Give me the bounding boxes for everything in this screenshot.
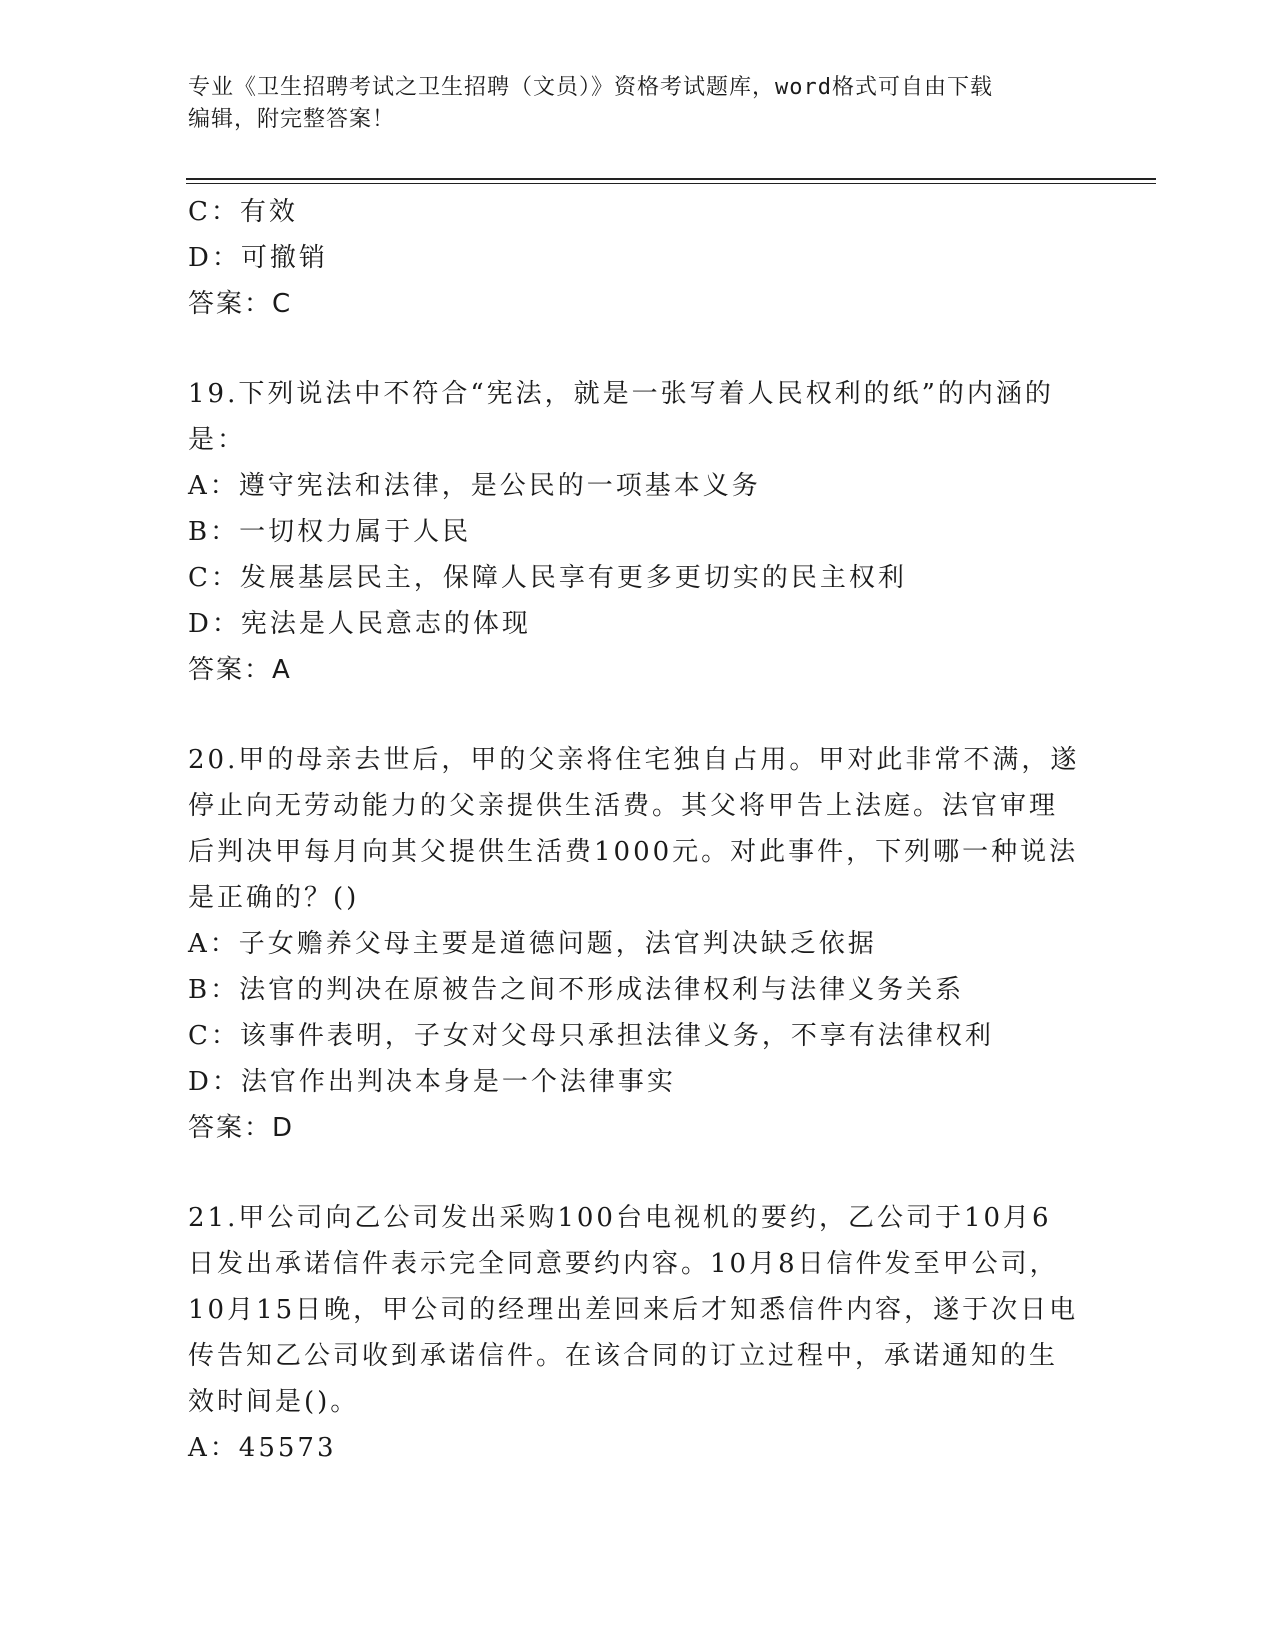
option-b: B：一切权力属于人民 xyxy=(188,517,472,547)
option-d: D：宪法是人民意志的体现 xyxy=(188,609,531,639)
option-d: D：法官作出判决本身是一个法律事实 xyxy=(188,1067,676,1097)
question-19 xyxy=(188,371,1088,693)
answer: 答案：A xyxy=(188,655,292,685)
header-line-1: 专业《卫生招聘考试之卫生招聘（文员）》资格考试题库，word格式可自由下载 xyxy=(188,75,993,100)
document-header xyxy=(188,72,1068,136)
option-c: C：该事件表明，子女对父母只承担法律义务，不享有法律权利 xyxy=(188,1021,994,1051)
question-18-tail xyxy=(188,189,1088,327)
header-line-2: 编辑，附完整答案！ xyxy=(188,107,396,132)
option-d: D：可撤销 xyxy=(188,243,328,273)
question-stem-line: 传告知乙公司收到承诺信件。在该合同的订立过程中，承诺通知的生 xyxy=(188,1341,1059,1371)
answer: 答案：C xyxy=(188,289,293,319)
question-stem-line: 21.甲公司向乙公司发出采购100台电视机的要约，乙公司于10月6 xyxy=(188,1203,1052,1233)
question-stem-line: 是： xyxy=(188,425,247,455)
option-c: C：发展基层民主，保障人民享有更多更切实的民主权利 xyxy=(188,563,907,593)
option-b: B：法官的判决在原被告之间不形成法律权利与法律义务关系 xyxy=(188,975,965,1005)
question-stem-line: 19.下列说法中不符合“宪法，就是一张写着人民权利的纸”的内涵的 xyxy=(188,379,1054,409)
question-stem-line: 是正确的？() xyxy=(188,883,360,913)
question-21 xyxy=(188,1195,1088,1471)
question-stem-line: 日发出承诺信件表示完全同意要约内容。10月8日信件发至甲公司， xyxy=(188,1249,1059,1279)
question-stem-line: 停止向无劳动能力的父亲提供生活费。其父将甲告上法庭。法官审理 xyxy=(188,791,1059,821)
header-divider-thin xyxy=(186,183,1156,184)
option-a: A：子女赡养父母主要是道德问题，法官判决缺乏依据 xyxy=(188,929,877,959)
question-stem-line: 效时间是()。 xyxy=(188,1387,360,1417)
question-20 xyxy=(188,737,1088,1151)
answer: 答案：D xyxy=(188,1113,295,1143)
question-stem-line: 10月15日晚，甲公司的经理出差回来后才知悉信件内容，遂于次日电 xyxy=(188,1295,1079,1325)
option-a: A：遵守宪法和法律，是公民的一项基本义务 xyxy=(188,471,761,501)
question-stem-line: 20.甲的母亲去世后，甲的父亲将住宅独自占用。甲对此非常不满，遂 xyxy=(188,745,1080,775)
header-divider xyxy=(186,178,1156,180)
question-stem-line: 后判决甲每月向其父提供生活费1000元。对此事件，下列哪一种说法 xyxy=(188,837,1079,867)
question-list xyxy=(188,189,1088,1471)
option-c: C：有效 xyxy=(188,197,298,227)
option-a: A：45573 xyxy=(188,1433,337,1463)
